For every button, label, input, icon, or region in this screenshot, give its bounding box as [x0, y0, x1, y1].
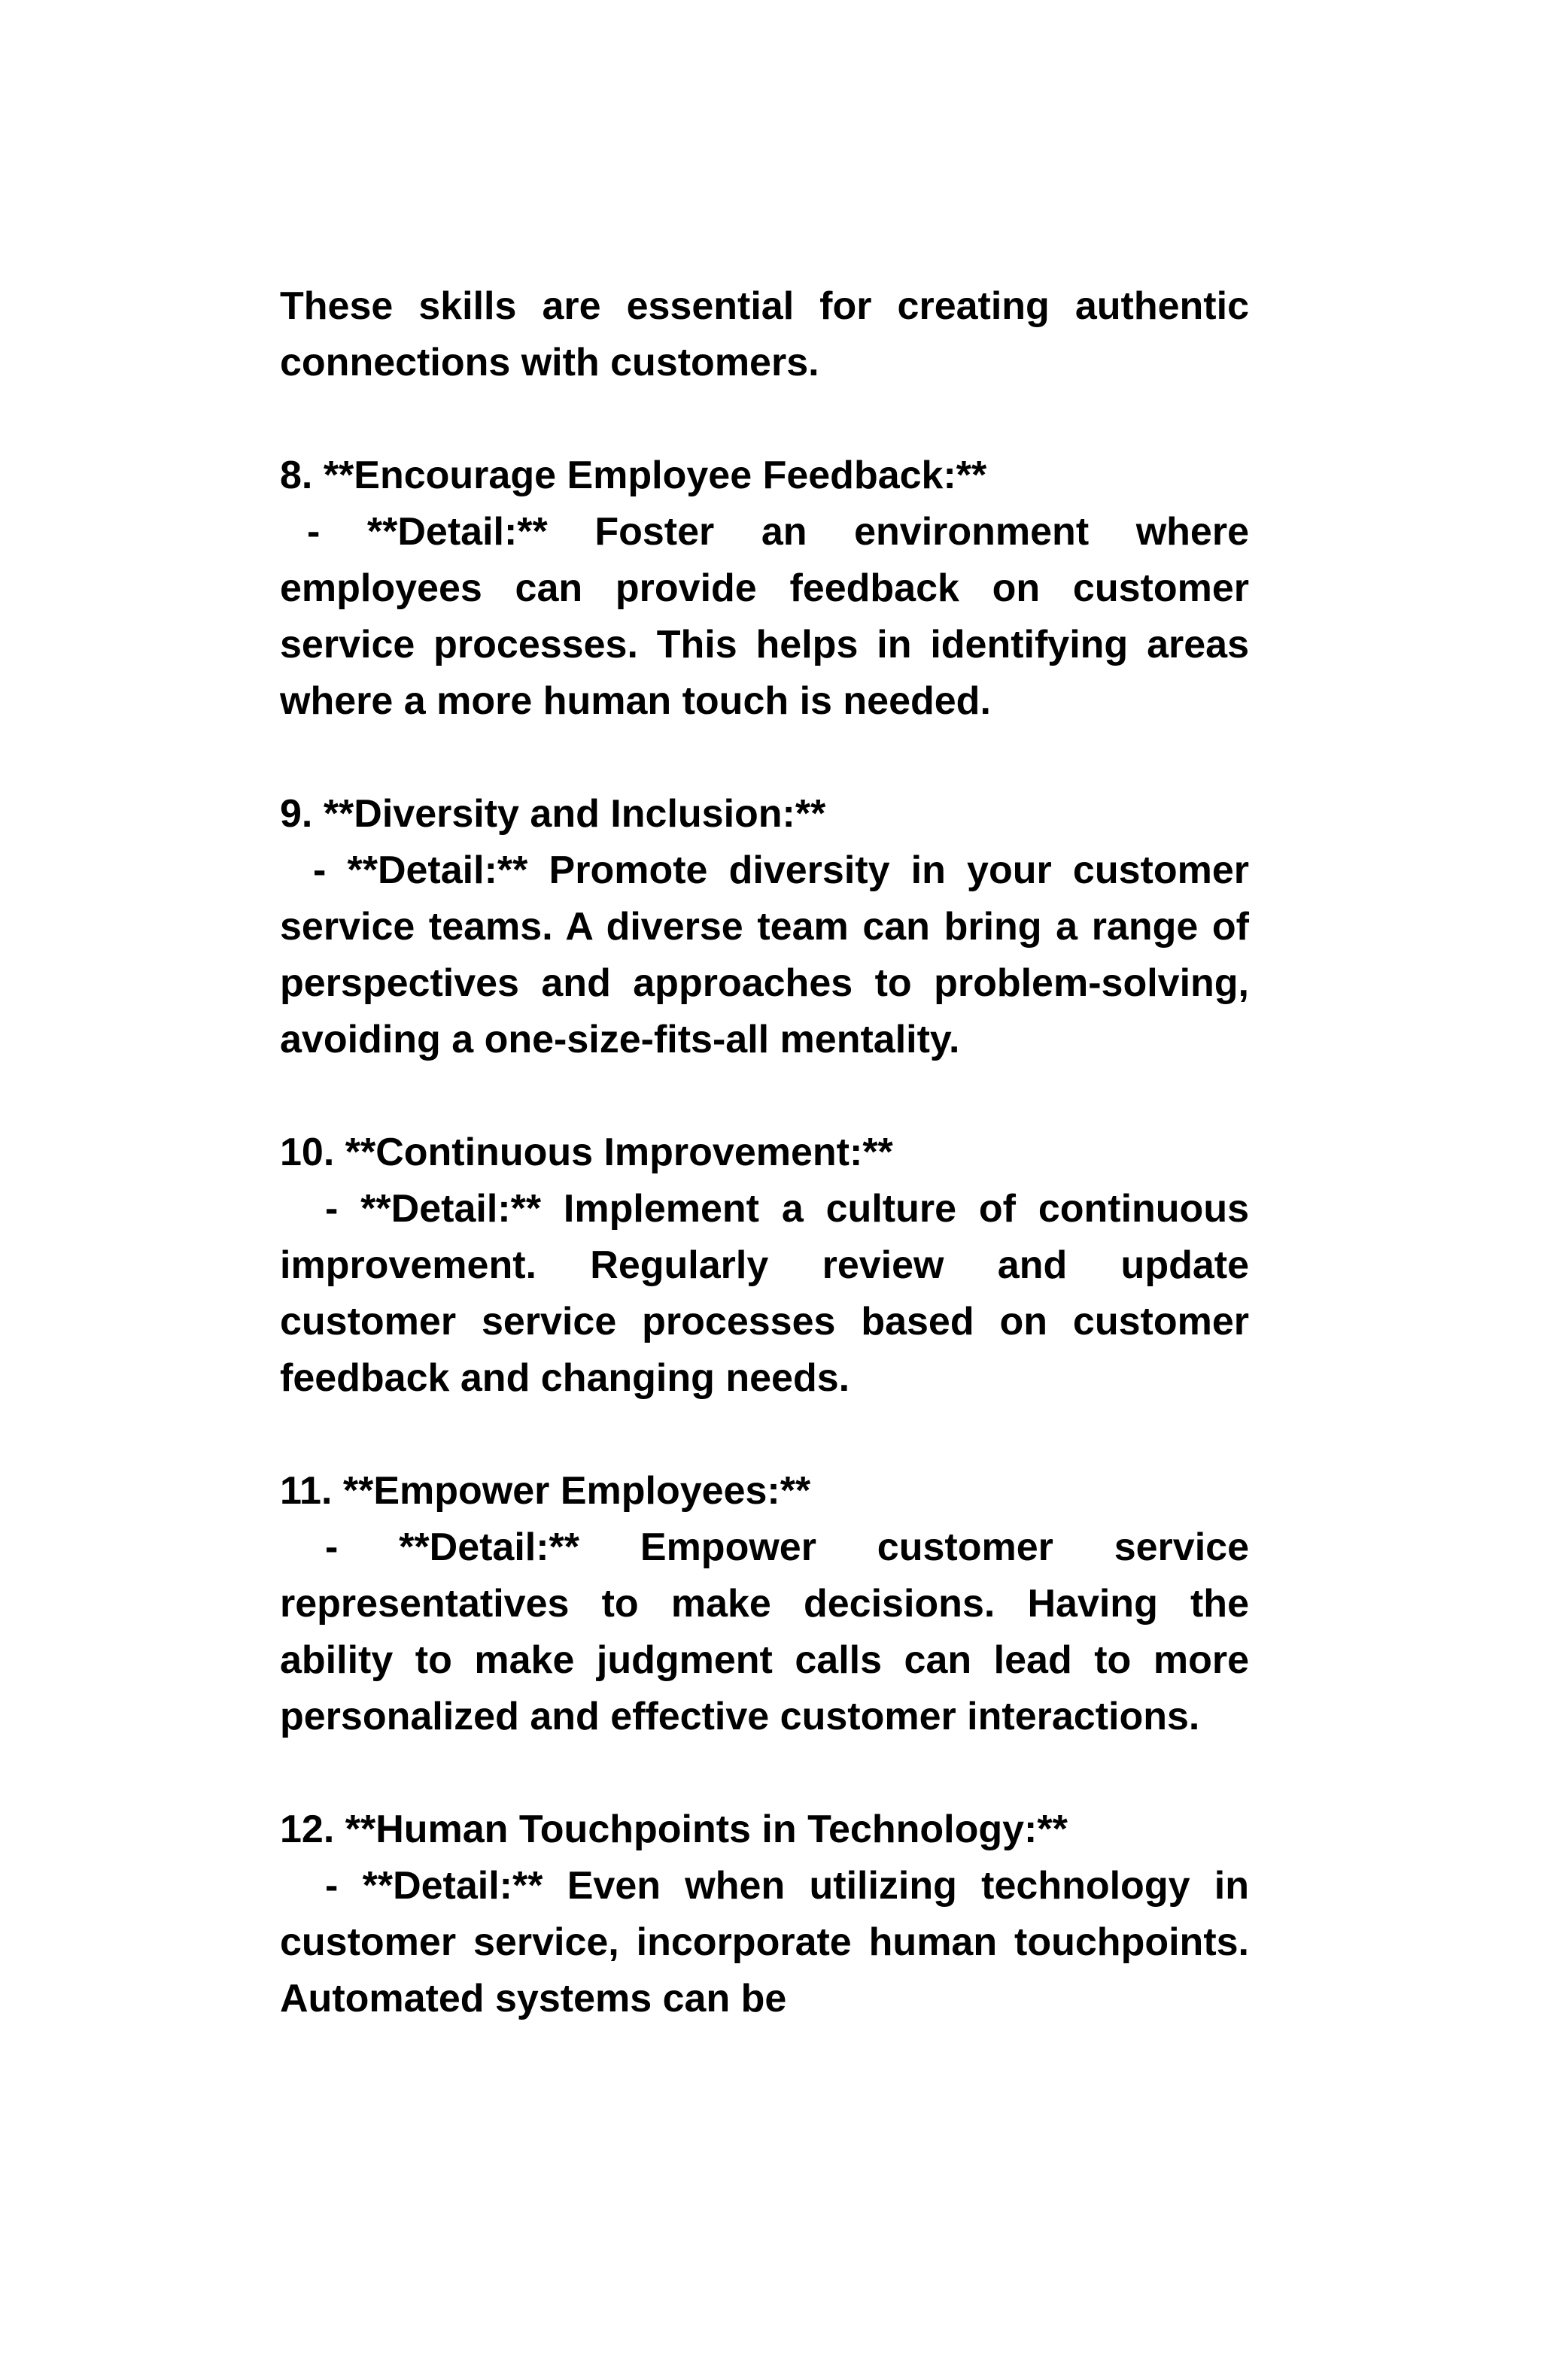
section-human-touchpoints-in-technology [280, 1802, 1249, 2027]
section-detail: - **Detail:** Foster an environment where employees can provide feedback on customer service processes. This helps in identifying areas where a more human touch is needed. [280, 510, 1249, 723]
section-encourage-employee-feedback [280, 448, 1249, 730]
section-detail: - **Detail:** Even when utilizing technology in customer service, incorporate human touchpoints. Automated systems can be [280, 1864, 1249, 2020]
section-empower-employees [280, 1463, 1249, 1745]
section-heading: 12. **Human Touchpoints in Technology:** [280, 1808, 1068, 1851]
document-page [280, 278, 1249, 2027]
section-diversity-and-inclusion [280, 786, 1249, 1068]
intro-paragraph: These skills are essential for creating authentic connections with customers. [280, 284, 1249, 384]
section-heading: 11. **Empower Employees:** [280, 1469, 811, 1513]
section-heading: 9. **Diversity and Inclusion:** [280, 792, 826, 836]
section-detail: - **Detail:** Empower customer service representatives to make decisions. Having the ability to make judgment calls can lead to more personalized and effective customer interactions. [280, 1525, 1249, 1738]
section-detail: - **Detail:** Implement a culture of continuous improvement. Regularly review and update customer service processes based on customer feedback and changing needs. [280, 1187, 1249, 1400]
section-detail: - **Detail:** Promote diversity in your customer service teams. A diverse team can bring a range of perspectives and approaches to problem-solving, avoiding a one-size-fits-all mentality. [280, 848, 1249, 1061]
section-continuous-improvement [280, 1125, 1249, 1407]
section-heading: 8. **Encourage Employee Feedback:** [280, 454, 987, 497]
section-heading: 10. **Continuous Improvement:** [280, 1131, 893, 1174]
